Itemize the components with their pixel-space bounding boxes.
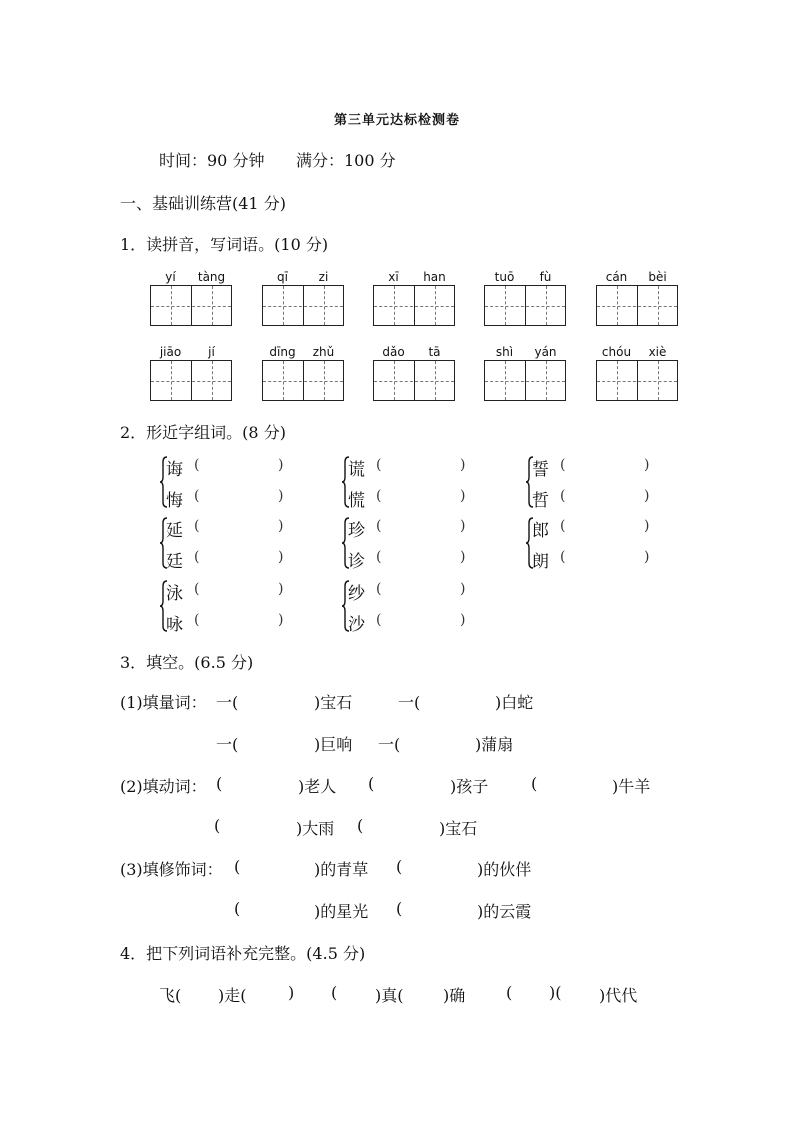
page-title: 第三单元达标检测卷 — [334, 113, 461, 128]
q3-part1-blank: 一( — [398, 693, 421, 712]
answer-blank-open[interactable]: ( — [194, 518, 200, 534]
answer-blank-close: ) — [460, 518, 466, 534]
q3-part1-word: )巨响 — [314, 735, 353, 754]
q3-part2-blank: ( — [531, 774, 538, 793]
q3-part1-word: )白蛇 — [495, 693, 534, 712]
pair-character: 咏 — [166, 615, 183, 635]
pair-character: 谎 — [348, 460, 365, 480]
writing-grid[interactable] — [596, 360, 678, 401]
answer-blank-open[interactable]: ( — [560, 518, 566, 534]
q3-part2-word: )老人 — [298, 777, 337, 796]
pinyin-syllable: yí — [165, 270, 176, 284]
answer-blank-open[interactable]: ( — [560, 457, 566, 473]
pair-character: 慌 — [348, 491, 365, 511]
answer-blank-open[interactable]: ( — [560, 549, 566, 565]
pinyin-syllable: dīng — [269, 345, 296, 359]
answer-blank-close: ) — [278, 549, 284, 565]
q4-blank: ( — [506, 983, 513, 1002]
q4-blank: 飞( — [159, 986, 182, 1005]
pinyin-syllable: jí — [208, 345, 215, 359]
pinyin-syllable: xī — [388, 270, 399, 284]
writing-grid[interactable] — [596, 285, 678, 326]
answer-blank-close: ) — [644, 457, 650, 473]
q4-blank: )( — [549, 983, 562, 1002]
pinyin-syllable: tuō — [494, 270, 515, 284]
answer-blank-close: ) — [460, 549, 466, 565]
answer-blank-close: ) — [278, 581, 284, 597]
pinyin-syllable: fù — [539, 270, 552, 284]
answer-blank-close: ) — [460, 488, 466, 504]
writing-grid[interactable] — [373, 285, 455, 326]
section-1-heading: 一、基础训练营(41 分) — [120, 194, 286, 213]
answer-blank-open[interactable]: ( — [376, 581, 382, 597]
pinyin-syllable: chóu — [601, 345, 632, 359]
pair-character: 珍 — [348, 521, 365, 541]
q3-part3-blank: ( — [234, 857, 241, 876]
pair-character: 纱 — [348, 584, 365, 604]
q4-blank: ) — [288, 983, 295, 1002]
answer-blank-open[interactable]: ( — [194, 488, 200, 504]
q3-part3-blank: ( — [234, 899, 241, 918]
q3-part2-label: (2)填动词： — [120, 777, 207, 796]
q4-heading: 4．把下列词语补充完整。(4.5 分) — [120, 944, 366, 963]
q2-heading: 2．形近字组词。(8 分) — [120, 423, 286, 442]
answer-blank-close: ) — [278, 518, 284, 534]
q3-part3-word: )的青草 — [314, 860, 369, 879]
writing-grid[interactable] — [262, 360, 344, 401]
answer-blank-open[interactable]: ( — [376, 457, 382, 473]
pinyin-syllable: yán — [534, 345, 557, 359]
answer-blank-open[interactable]: ( — [194, 549, 200, 565]
pair-character: 朗 — [532, 552, 549, 572]
pair-character: 泳 — [166, 584, 183, 604]
q3-part3-blank: ( — [396, 899, 403, 918]
pinyin-syllable: cán — [605, 270, 628, 284]
pinyin-syllable: zi — [318, 270, 329, 284]
answer-blank-close: ) — [278, 488, 284, 504]
pair-character: 诲 — [166, 460, 183, 480]
q3-part3-word: )的伙伴 — [477, 860, 532, 879]
q3-part3-blank: ( — [396, 857, 403, 876]
answer-blank-open[interactable]: ( — [376, 549, 382, 565]
pair-character: 哲 — [532, 491, 549, 511]
pair-character: 誓 — [532, 460, 549, 480]
q3-part2-word: )牛羊 — [612, 777, 651, 796]
q3-part1-word: )宝石 — [314, 693, 353, 712]
answer-blank-close: ) — [644, 518, 650, 534]
answer-blank-close: ) — [644, 488, 650, 504]
pinyin-syllable: xiè — [648, 345, 667, 359]
answer-blank-close: ) — [460, 457, 466, 473]
answer-blank-close: ) — [644, 549, 650, 565]
pair-character: 沙 — [348, 615, 365, 635]
pinyin-syllable: shì — [495, 345, 514, 359]
q3-part2-word: )宝石 — [439, 819, 478, 838]
q4-blank: )走( — [218, 986, 247, 1005]
answer-blank-close: ) — [278, 457, 284, 473]
answer-blank-open[interactable]: ( — [194, 581, 200, 597]
q3-part2-word: )孩子 — [450, 777, 489, 796]
pair-character: 诊 — [348, 552, 365, 572]
pinyin-syllable: qī — [277, 270, 288, 284]
answer-blank-open[interactable]: ( — [376, 488, 382, 504]
writing-grid[interactable] — [150, 285, 232, 326]
answer-blank-open[interactable]: ( — [376, 612, 382, 628]
q1-heading: 1．读拼音，写词语。(10 分) — [120, 235, 329, 254]
q3-part2-blank: ( — [214, 816, 221, 835]
writing-grid[interactable] — [484, 285, 566, 326]
answer-blank-close: ) — [278, 612, 284, 628]
answer-blank-open[interactable]: ( — [194, 612, 200, 628]
q3-part1-blank: 一( — [216, 735, 239, 754]
writing-grid[interactable] — [262, 285, 344, 326]
answer-blank-open[interactable]: ( — [194, 457, 200, 473]
q4-blank: )代代 — [599, 986, 638, 1005]
q4-blank: ( — [331, 983, 338, 1002]
writing-grid[interactable] — [484, 360, 566, 401]
q3-part3-word: )的星光 — [314, 902, 369, 921]
writing-grid[interactable] — [150, 360, 232, 401]
pair-character: 廷 — [166, 552, 183, 572]
q3-part1-word: )蒲扇 — [475, 735, 514, 754]
pair-character: 郎 — [532, 521, 549, 541]
q4-blank: )真( — [375, 986, 404, 1005]
q3-part2-blank: ( — [216, 774, 223, 793]
q3-part1-blank: 一( — [216, 693, 239, 712]
pair-character: 延 — [166, 521, 183, 541]
pinyin-syllable: bèi — [648, 270, 667, 284]
q3-part1-blank: 一( — [378, 735, 401, 754]
answer-blank-open[interactable]: ( — [376, 518, 382, 534]
answer-blank-open[interactable]: ( — [560, 488, 566, 504]
pinyin-syllable: dǎo — [382, 345, 405, 359]
q3-part2-word: )大雨 — [296, 819, 335, 838]
writing-grid[interactable] — [373, 360, 455, 401]
time-limit: 时间：90 分钟 — [159, 151, 265, 170]
pinyin-syllable: han — [423, 270, 446, 284]
pinyin-syllable: jiāo — [159, 345, 182, 359]
pinyin-syllable: tàng — [197, 270, 226, 284]
q3-part2-blank: ( — [368, 774, 375, 793]
q3-part3-word: )的云霞 — [477, 902, 532, 921]
answer-blank-close: ) — [460, 612, 466, 628]
q3-part1-label: (1)填量词： — [120, 693, 207, 712]
q3-part3-label: (3)填修饰词： — [120, 860, 223, 879]
q3-heading: 3．填空。(6.5 分) — [120, 653, 254, 672]
q3-part2-blank: ( — [357, 816, 364, 835]
answer-blank-close: ) — [460, 581, 466, 597]
full-score: 满分：100 分 — [296, 151, 396, 170]
pinyin-syllable: zhǔ — [312, 345, 335, 359]
pair-character: 悔 — [166, 491, 183, 511]
pinyin-syllable: tā — [428, 345, 441, 359]
q4-blank: )确 — [443, 986, 466, 1005]
